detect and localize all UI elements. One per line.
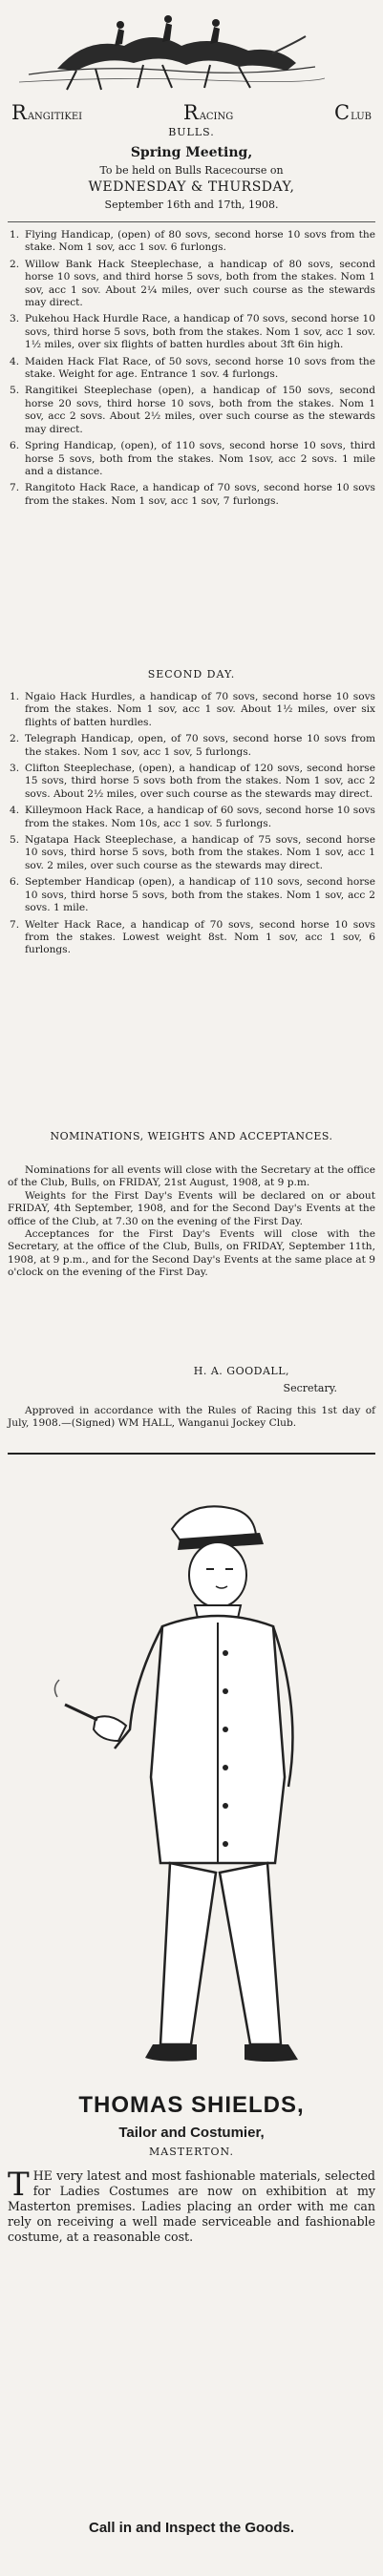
race-entry: 6. September Handicap (open), a handicap of 110 sovs, second horse 10 sovs, third horse 5 sovs, both from the stakes. Nom 1 sov, acc 2 sovs. 1 mile. [10, 876, 375, 914]
race-entry: 5. Ngatapa Hack Steeplechase, a handicap of 75 sovs, second horse 10 sovs, third horse 5 sovs, both from the stakes. Nom 1 sov, acc 1 sov. 2 miles, over such course as the stewards may direct. [10, 834, 375, 871]
club-word-rangitikei: RANGITIKEI [11, 101, 83, 124]
divider [8, 221, 375, 222]
horse-race-engraving [19, 8, 325, 95]
second-day-races [8, 691, 375, 961]
advert-name: THOMAS SHIELDS, [78, 2092, 305, 2118]
nominations-paragraph: Weights for the First Day's Events will be declared on or about FRIDAY, 4th September, 1908, and for the Second Day's Events at the office of the Club, at 7.30 on the evening of the First Day. [8, 1189, 375, 1227]
tailor-illustration [38, 1462, 344, 2083]
nominations-paragraph: Nominations for all events will close with the Secretary at the office of the Club, Bulls, on FRIDAY, 21st August, 1908, at 9 p.m. [8, 1164, 375, 1189]
race-entry: 7. Rangitoto Hack Race, a handicap of 70 sovs, second horse 10 sovs from the stakes. Nom 1 sov, acc 1 sov, 7 furlongs. [10, 482, 375, 507]
race-entry: 1. Flying Handicap, (open) of 80 sovs, second horse 10 sovs from the stake. Nom 1 sov, acc 1 sov. 6 furlongs. [10, 229, 375, 254]
horse-race-engraving-svg [19, 8, 325, 95]
race-entry: 2. Telegraph Handicap, open, of 70 sovs, second horse 10 sovs from the stakes. Nom 1 sov, acc 1 sov, 5 furlongs. [10, 733, 375, 758]
nominations-heading: NOMINATIONS, WEIGHTS AND ACCEPTANCES. [50, 1130, 333, 1142]
race-entry: 1. Ngaio Hack Hurdles, a handicap of 70 sovs, second horse 10 sovs from the stakes. Nom 1 sov, acc 1 sov. About 1½ miles, over six flights of batten hurdles. [10, 691, 375, 728]
advert-trade: Tailor and Costumier, [118, 2125, 265, 2141]
secretary-name: H. A. GOODALL, [193, 1365, 289, 1377]
nominations-paragraph: Acceptances for the First Day's Events will close with the Secretary, at the office of the Club, Bulls, on FRIDAY, September 11th, 1908, at 9 p.m., and for the Second Day's Events at the same place at 9 o'clock on the evening of the First Day. [8, 1228, 375, 1279]
race-entry: 4. Maiden Hack Flat Race, of 50 sovs, second horse 10 sovs from the stake. Weight for age. Entrance 1 sov. 4 furlongs. [10, 355, 375, 381]
approval-note: Approved in accordance with the Rules of Racing this 1st day of July, 1908.—(Signed) WM HALL, Wanganui Jockey Club. [8, 1405, 375, 1430]
meeting-days: WEDNESDAY & THURSDAY, [88, 179, 295, 195]
advert-call-to-action: Call in and Inspect the Goods. [88, 2520, 295, 2536]
advert-drop-cap: T [8, 2166, 30, 2204]
club-word-racing: RACING [182, 101, 234, 124]
race-entry: 6. Spring Handicap, (open), of 110 sovs, second horse 10 sovs, third horse 5 sovs, both from the stakes. Nom 1sov, acc 2 sovs. 1 mile and a distance. [10, 440, 375, 477]
venue-line: To be held on Bulls Racecourse on [99, 164, 284, 177]
meeting-title: Spring Meeting, [130, 145, 253, 160]
nominations-body [8, 1164, 375, 1280]
race-entry: 5. Rangitikei Steeplechase (open), a handicap of 150 sovs, second horse 20 sovs, third horse 10 sovs, both from the stakes. Nom 1 sov, acc 2 sovs. About 2½ miles, over such course as the stewards may direct. [10, 385, 375, 435]
tailor-figure-svg [38, 1462, 344, 2083]
race-entry: 4. Killeymoon Hack Race, a handicap of 60 sovs, second horse 10 sovs from the stakes. Nom 10s, acc 1 sov. 5 furlongs. [10, 805, 375, 829]
club-word-club: CLUB [334, 101, 372, 124]
secretary-title: Secretary. [283, 1382, 337, 1394]
race-entry: 2. Willow Bank Hack Steeplechase, a handicap of 80 sovs, second horse 10 sovs, and third horse 5 sovs, both from the stakes. Nom 1 sov, acc 1 sov. About 2¼ miles, over such course as the stewards may direct. [10, 258, 375, 309]
club-location: BULLS. [168, 126, 215, 138]
advert-top-border [8, 1453, 375, 1455]
race-entry: 7. Welter Hack Race, a handicap of 70 sovs, second horse 10 sovs from the stakes. Lowest weight 8st. Nom 1 sov, acc 1 sov, 6 furlongs. [10, 918, 375, 956]
meeting-dates: September 16th and 17th, 1908. [104, 199, 279, 211]
first-day-races [8, 229, 375, 512]
race-entry: 3. Clifton Steeplechase, (open), a handicap of 120 sovs, second horse 15 sovs, third horse 5 sovs both from the stakes. Nom 1 sov, acc 2 sovs. About 2½ miles, over such course as the stewards may direct. [10, 763, 375, 800]
advert-body [8, 2168, 375, 2245]
second-day-heading: SECOND DAY. [147, 668, 236, 681]
advert-town: MASTERTON. [149, 2146, 234, 2158]
race-entry: 3. Pukehou Hack Hurdle Race, a handicap of 70 sovs, second horse 10 sovs, third horse 5 sovs, both from the stakes. Nom 1 sov, acc 1 sov. 1½ miles, over six flights of batten hurdles about 3ft 6in high. [10, 313, 375, 351]
advert-paragraph: HE very latest and most fashionable materials, selected for Ladies Costumes are now on exhibition at my Masterton premises. Ladies placing an order with me can rely on receiving a well made serviceable and fashionable costume, at a reasonable cost. [8, 2168, 375, 2244]
